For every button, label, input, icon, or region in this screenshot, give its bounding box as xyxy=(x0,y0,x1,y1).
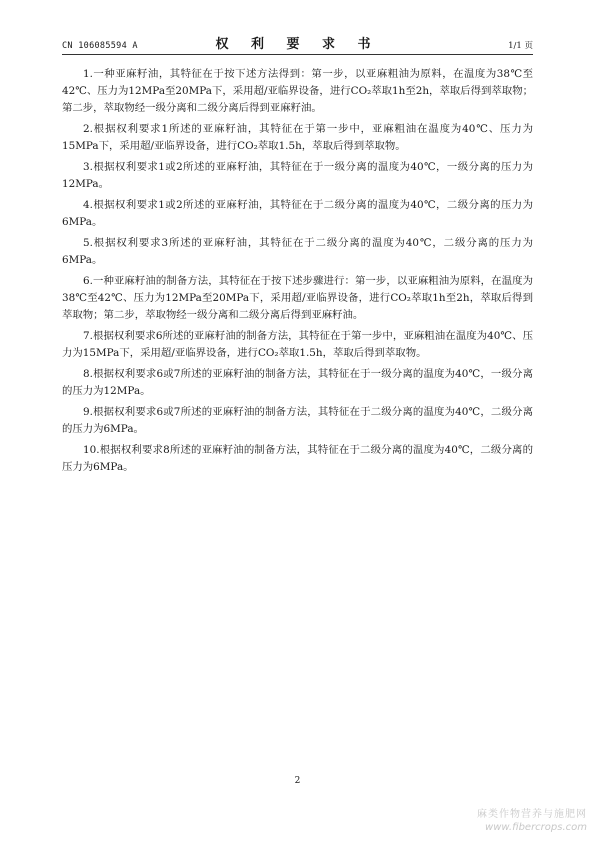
claim-1: 1.一种亚麻籽油，其特征在于按下述方法得到：第一步，以亚麻粗油为原料，在温度为38℃至42℃、压力为12MPa至20MPa下，采用超/亚临界设备，进行CO₂萃取1h至2h，萃取后得到萃取物；第二步，萃取物经一级分离和二级分离后得到亚麻籽油。 xyxy=(62,68,533,114)
claim-6: 6.一种亚麻籽油的制备方法，其特征在于按下述步骤进行：第一步，以亚麻粗油为原料，在温度为38℃至42℃、压力为12MPa至20MPa下，采用超/亚临界设备，进行CO₂萃取1h至2h，萃取后得到萃取物；第二步，萃取物经一级分离和二级分离后得到亚麻籽油。 xyxy=(62,275,533,321)
publication-number: CN 106085594 A xyxy=(62,41,138,51)
page-count: 1/1 页 xyxy=(508,41,533,51)
claim-8: 8.根据权利要求6或7所述的亚麻籽油的制备方法，其特征在于一级分离的温度为40℃，一级分离的压力为12MPa。 xyxy=(62,368,533,397)
claims-list xyxy=(62,66,533,480)
claim-10: 10.根据权利要求8所述的亚麻籽油的制备方法，其特征在于二级分离的温度为40℃，二级分离的压力为6MPa。 xyxy=(62,444,533,473)
claim-4: 4.根据权利要求1或2所述的亚麻籽油，其特征在于二级分离的温度为40℃，二级分离的压力为6MPa。 xyxy=(62,199,533,228)
watermark-url: www.fibercrops.com xyxy=(485,822,587,833)
watermark-site-name: 麻类作物营养与施肥网 xyxy=(477,809,587,820)
page-number: 2 xyxy=(294,776,301,786)
document-title: 权 利 要 求 书 xyxy=(215,37,380,52)
claim-3: 3.根据权利要求1或2所述的亚麻籽油，其特征在于一级分离的温度为40℃，一级分离的压力为12MPa。 xyxy=(62,161,533,190)
site-watermark xyxy=(477,808,587,834)
claim-7: 7.根据权利要求6所述的亚麻籽油的制备方法，其特征在于第一步中，亚麻粗油在温度为40℃、压力为15MPa下，采用超/亚临界设备，进行CO₂萃取1.5h，萃取后得到萃取物。 xyxy=(62,330,533,359)
document-header xyxy=(62,34,533,55)
claim-9: 9.根据权利要求6或7所述的亚麻籽油的制备方法，其特征在于二级分离的温度为40℃，二级分离的压力为6MPa。 xyxy=(62,406,533,435)
claim-2: 2.根据权利要求1所述的亚麻籽油，其特征在于第一步中，亚麻粗油在温度为40℃、压力为15MPa下，采用超/亚临界设备，进行CO₂萃取1.5h，萃取后得到萃取物。 xyxy=(62,123,533,152)
claim-5: 5.根据权利要求3所述的亚麻籽油，其特征在于二级分离的温度为40℃，二级分离的压力为6MPa。 xyxy=(62,237,533,266)
